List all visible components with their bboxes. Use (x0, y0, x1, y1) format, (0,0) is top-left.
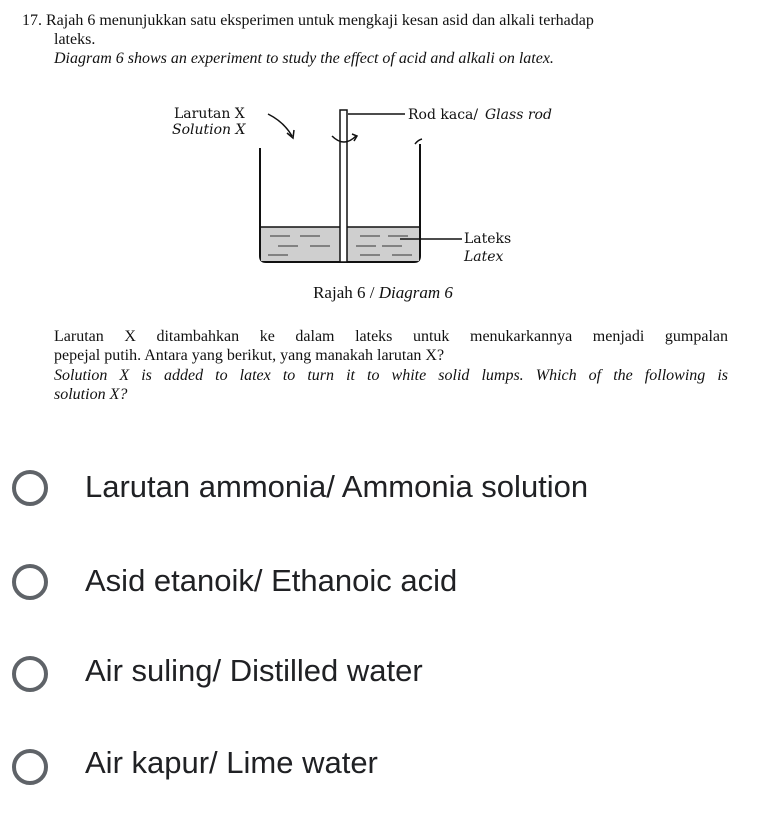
radio-button[interactable] (12, 749, 48, 785)
label-rod-en: Glass rod (485, 107, 552, 123)
option-label[interactable]: Asid etanoik/ Ethanoic acid (85, 563, 458, 598)
radio-button[interactable] (12, 564, 48, 600)
option-label[interactable]: Air kapur/ Lime water (85, 745, 378, 780)
question-text-line-2: lateks. (54, 31, 96, 48)
experiment-diagram (160, 96, 560, 276)
question-text-english: Diagram 6 shows an experiment to study the effect of acid and alkali on latex. (54, 50, 554, 67)
caption-en: Diagram 6 (378, 283, 453, 302)
label-rod-ms-text: Rod kaca/ (408, 107, 479, 123)
question-paragraph-en-2: solution X? (54, 386, 128, 403)
label-solution-en: Solution X (172, 122, 246, 138)
option-ethanoic-acid[interactable] (0, 534, 766, 614)
question-paragraph-ms-2: pepejal putih. Antara yang berikut, yang manakah larutan X? (54, 347, 445, 364)
diagram-caption (0, 283, 766, 303)
radio-button[interactable] (12, 470, 48, 506)
question-paragraph-ms-1: Larutan X ditambahkan ke dalam lateks untuk menukarkannya menjadi gumpalan (54, 328, 728, 345)
option-label[interactable]: Air suling/ Distilled water (85, 653, 423, 688)
question-paragraph-en-1: Solution X is added to latex to turn it to white solid lumps. Which of the following is (54, 367, 728, 384)
radio-button[interactable] (12, 656, 48, 692)
option-distilled-water[interactable] (0, 626, 766, 706)
question-text-line-1: 17. Rajah 6 menunjukkan satu eksperimen untuk mengkaji kesan asid dan alkali terhadap (22, 12, 594, 29)
option-lime-water[interactable] (0, 719, 766, 799)
beaker-lip (415, 139, 422, 144)
label-latex-ms: Lateks (464, 231, 512, 247)
glass-rod (340, 110, 347, 262)
option-ammonia[interactable] (0, 440, 766, 520)
solution-arrow (268, 114, 292, 136)
caption-ms: Rajah 6 / (313, 283, 379, 302)
label-solution-ms: Larutan X (174, 106, 245, 122)
option-label[interactable]: Larutan ammonia/ Ammonia solution (85, 469, 589, 504)
label-latex-en: Latex (464, 249, 504, 265)
